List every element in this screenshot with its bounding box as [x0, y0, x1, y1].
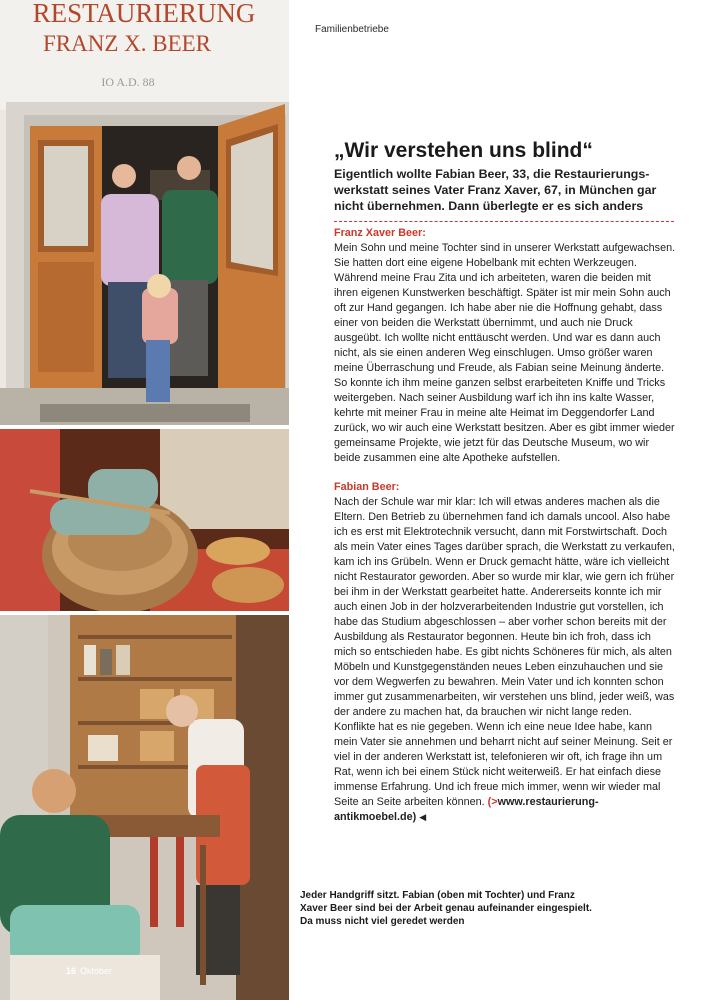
paragraph-text: Mein Sohn und meine Tochter sind in unserer Werkstatt aufgewachsen. Sie hatten dort eine eigene Hobelbank mit echten Werkzeugen. Während meine Frau Zita und ich arbeiteten, waren die beiden mit ihren eigenen Kunstwerken beschäftigt. Später ist mir mein Sohn auch oft zur Hand gegangen. Ich habe aber nie die Hoffnung gehabt, dass einer von beiden die Werkstatt übernimmt, und auch nie Druck ausgeübt. Ich wollte nicht enttäuscht werden. Und war es dann auch nicht, als sie einen anderen Weg einschlugen. Umso größer waren meine Überraschung und Freude, als Fabian seine Meinung änderte. So konnte ich ihm meine ganzen selbst erarbeiteten Kniffe und Tricks weitergeben. Nach seiner Ausbildung warf ich ihn ins kalte Wasser, kehrte mit meiner Frau in meine alte Heimat im Deggendorfer Land zurück, wo wir auch eine Werkstatt besitzen. Aber es gibt immer wieder gemeinsame Projekte, wie jetzt für das Deutsche Museum, wo wir beide zusammen eine alte Apotheke aufstellen. [334, 242, 676, 464]
section-label: Familienbetriebe [315, 24, 389, 35]
article-body [334, 226, 676, 839]
storefront-photo [0, 0, 289, 425]
article-headline: „Wir verstehen uns blind“ [334, 139, 593, 162]
page-number: 16 [66, 966, 77, 976]
paragraph-father [334, 226, 676, 466]
dashed-divider [334, 221, 674, 222]
end-mark-icon: ◀ [419, 812, 427, 822]
link-prefix: (> [487, 796, 498, 808]
speaker-label: Fabian Beer: [334, 481, 400, 493]
sign-line-2: FRANZ X. BEER [42, 31, 212, 56]
bowl-photo [0, 429, 289, 611]
sign-line-3: IO A.D. 88 [101, 75, 155, 89]
link-url: www.restaurierung-antikmoebel.de) [334, 796, 599, 823]
article-lead: Eigentlich wollte Fabian Beer, 33, die Restaurierungswerkstatt seines Vater Franz Xaver, 67, in München gar nicht übernehmen. Dann überlegte er es sich anders [334, 167, 657, 213]
photo-caption: Jeder Handgriff sitzt. Fabian (oben mit Tochter) und Franz Xaver Beer sind bei der Arbeit genau aufeinander eingespielt. Da muss nicht viel geredet werden [300, 890, 592, 927]
paragraph-son [334, 480, 676, 825]
paragraph-text: Nach der Schule war mir klar: Ich will etwas anderes machen als die Eltern. Den Betrieb zu übernehmen fand ich damals uncool. Also habe ich es erst mit Elektrotechnik versucht, dann mit Forstwirtschaft. Doch als mein Vater eines Tages darüber sprach, die Werkstatt zu verkaufen, kam ich ins Grübeln. Wenn er Druck gemacht hätte, wäre ich vielleicht nicht Restaurator geworden. Aber so wurde mir klar, wie gern ich früher bei ihm in der Werkstatt gearbeitet hatte. Andererseits konnte ich mir auch einen Job in der holzverarbeitenden Industrie gut vorstellen, ich habe das Studium abgeschlossen – aber vorher schon bereits mit der Ausbildung als Restaurator begonnen. Heute bin ich froh, dass ich mich so entschieden habe. Es gibt nichts Schöneres für mich, als alten Möbeln und Kunstgegenständen neues Leben einzuhauchen und sie vor dem Wegwerfen zu bewahren. Mein Vater und ich konnten schon immer gut zusammenarbeiten, wir verstehen uns blind, jeder weiß, was der andere zu machen hat, da brauchen wir nicht lange reden. Konflikte hat es nie gegeben. Wenn ich eine neue Idee habe, kann mein Vater sie annehmen und beharrt nicht auf seiner Meinung. Seit er viel in der anderen Werkstatt ist, telefonieren wir oft, ich frage ihn um Rat, wenn ich bei einem Stück nicht weiterweiß. Er hat einfach diese immense Erfahrung. Und ich freue mich immer, wenn wir wieder mal Seite an Seite arbeiten können. [334, 496, 675, 808]
sign-line-1: RESTAURIERUNG [32, 0, 256, 28]
page-folio [66, 966, 112, 976]
issue-month: Oktober [80, 966, 113, 976]
workshop-photo [0, 615, 289, 1000]
speaker-label: Franz Xaver Beer: [334, 227, 426, 239]
